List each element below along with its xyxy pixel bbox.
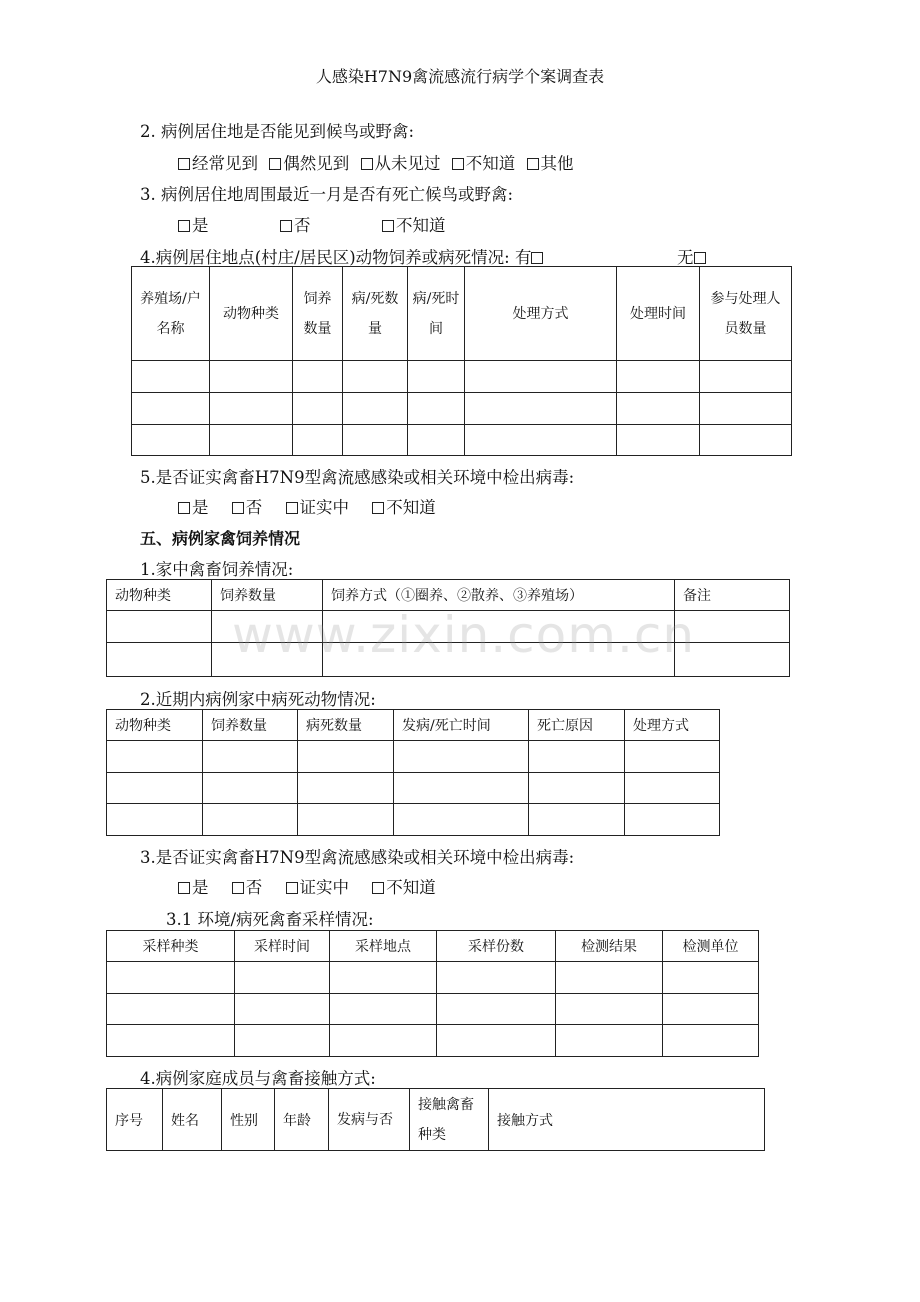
header-farm-name: 养殖场/户名称	[132, 267, 210, 361]
sick-dead-animals-table	[106, 709, 720, 836]
header-sick-dead-time: 病/死时间	[408, 267, 465, 361]
checkbox-other[interactable]: 其他	[527, 154, 574, 173]
subsection-3-title: 3.是否证实禽畜H7N9型禽流感感染或相关环境中检出病毒:	[140, 848, 575, 867]
checkbox-occasionally[interactable]: 偶然见到	[269, 154, 349, 173]
checkbox-yes[interactable]: 是	[178, 878, 209, 897]
question-5-options	[178, 494, 436, 518]
header-number: 序号	[107, 1089, 163, 1151]
question-4-label: 4.病例居住地点(村庄/居民区)动物饲养或病死情况: 有	[140, 248, 532, 267]
table-row	[107, 773, 720, 804]
subsection-3-1-title: 3.1 环境/病死禽畜采样情况:	[166, 910, 374, 929]
header-sick-dead-count: 病死数量	[298, 710, 394, 741]
question-4	[140, 244, 545, 268]
checkbox-often[interactable]: 经常见到	[178, 154, 258, 173]
subsection-4-title: 4.病例家庭成员与禽畜接触方式:	[140, 1069, 376, 1088]
table-row	[107, 962, 759, 994]
header-raise-count: 饲养数量	[203, 710, 298, 741]
header-name: 姓名	[163, 1089, 222, 1151]
header-handling-method: 处理方式	[465, 267, 617, 361]
table-header-row	[107, 710, 720, 741]
header-handling-method: 处理方式	[625, 710, 720, 741]
table-header-row	[107, 1089, 765, 1151]
checkbox-unknown[interactable]: 不知道	[382, 212, 446, 236]
header-contact-species: 接触禽畜种类	[410, 1089, 489, 1151]
document-title: 人感染H7N9禽流感流行病学个案调查表	[315, 67, 605, 86]
checkbox-unknown[interactable]: 不知道	[372, 498, 436, 517]
table-header-row	[107, 931, 759, 962]
header-animal-type: 动物种类	[210, 267, 293, 361]
header-death-cause: 死亡原因	[529, 710, 625, 741]
subsection-3-options	[178, 874, 436, 898]
header-raise-count: 饲养数量	[293, 267, 343, 361]
checkbox-unknown[interactable]: 不知道	[372, 878, 436, 897]
checkbox-none[interactable]: 无	[677, 244, 708, 268]
header-animal-type: 动物种类	[107, 580, 212, 611]
table-row	[107, 741, 720, 773]
table-header-row	[132, 267, 792, 361]
header-remarks: 备注	[675, 580, 790, 611]
table-row	[132, 361, 792, 393]
checkbox-confirming[interactable]: 证实中	[286, 498, 350, 517]
checkbox-have[interactable]	[531, 252, 543, 264]
table-row	[132, 425, 792, 456]
header-raise-method: 饲养方式（①圈养、②散养、③养殖场）	[323, 580, 675, 611]
checkbox-no[interactable]: 否	[232, 498, 263, 517]
header-sample-type: 采样种类	[107, 931, 235, 962]
header-animal-type: 动物种类	[107, 710, 203, 741]
question-2-options	[178, 150, 574, 174]
header-contact-method: 接触方式	[489, 1089, 765, 1151]
question-5: 5.是否证实禽畜H7N9型禽流感感染或相关环境中检出病毒:	[140, 468, 575, 487]
subsection-1-title: 1.家中禽畜饲养情况:	[140, 560, 294, 579]
header-age: 年龄	[275, 1089, 329, 1151]
section-5-heading: 五、病例家禽饲养情况	[140, 529, 301, 548]
header-sample-location: 采样地点	[330, 931, 437, 962]
checkbox-yes[interactable]: 是	[178, 212, 209, 236]
header-gender: 性别	[222, 1089, 275, 1151]
sampling-table	[106, 930, 759, 1057]
checkbox-confirming[interactable]: 证实中	[286, 878, 350, 897]
watermark: www.zixin.com.cn	[232, 606, 696, 664]
table-row	[107, 1025, 759, 1057]
family-contact-table	[106, 1088, 765, 1151]
checkbox-yes[interactable]: 是	[178, 498, 209, 517]
table-row	[107, 804, 720, 836]
table-row	[132, 393, 792, 425]
header-sample-count: 采样份数	[437, 931, 556, 962]
animal-raising-table	[131, 266, 792, 456]
header-raise-count: 饲养数量	[212, 580, 323, 611]
header-handlers-count: 参与处理人员数量	[700, 267, 792, 361]
header-sick-dead-count: 病/死数量	[343, 267, 408, 361]
table-row	[107, 994, 759, 1025]
question-3: 3. 病例居住地周围最近一月是否有死亡候鸟或野禽:	[140, 185, 514, 204]
checkbox-no[interactable]: 否	[232, 878, 263, 897]
header-test-unit: 检测单位	[663, 931, 759, 962]
header-onset-death-time: 发病/死亡时间	[394, 710, 529, 741]
checkbox-never[interactable]: 从未见过	[361, 154, 441, 173]
header-onset: 发病与否	[329, 1089, 410, 1151]
checkbox-no[interactable]: 否	[280, 212, 311, 236]
header-test-result: 检测结果	[556, 931, 663, 962]
header-sample-time: 采样时间	[235, 931, 330, 962]
checkbox-unknown[interactable]: 不知道	[452, 154, 516, 173]
header-handling-time: 处理时间	[617, 267, 700, 361]
subsection-2-title: 2.近期内病例家中病死动物情况:	[140, 690, 376, 709]
question-2: 2. 病例居住地是否能见到候鸟或野禽:	[140, 122, 415, 141]
